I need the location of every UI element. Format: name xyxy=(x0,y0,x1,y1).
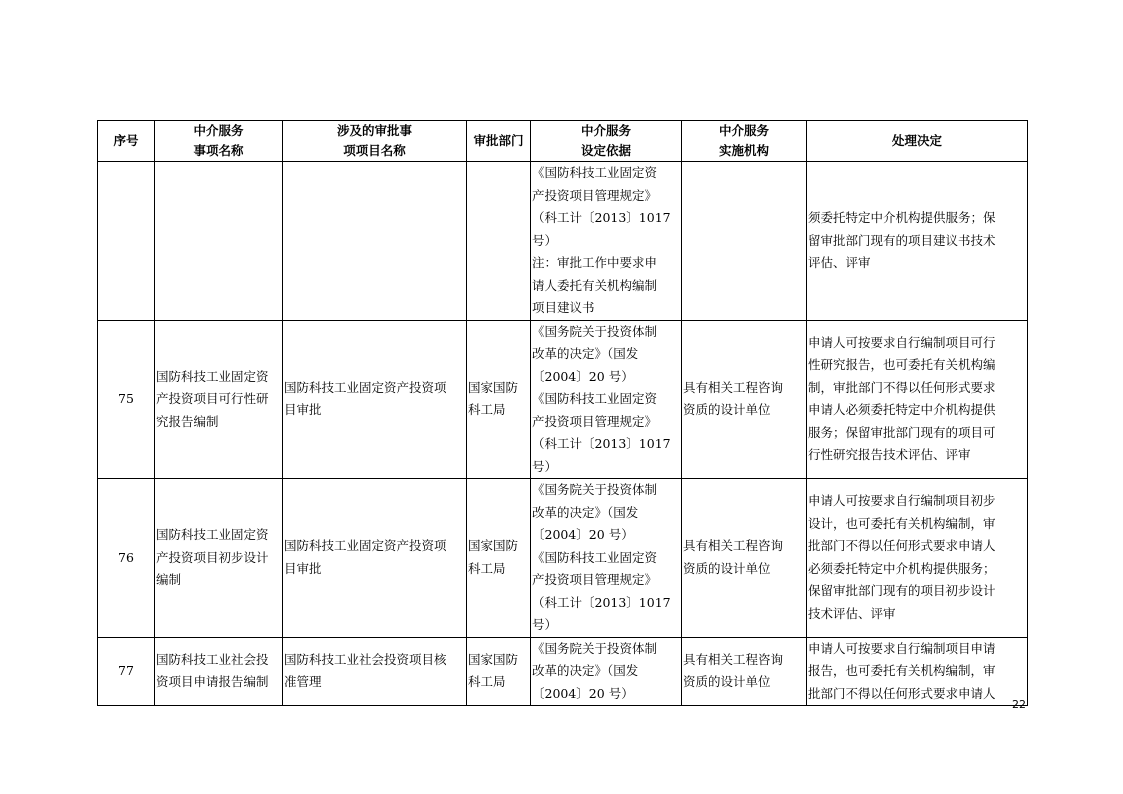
page-number: 22 xyxy=(1012,698,1026,711)
cell-department: 国家国防 科工局 xyxy=(467,320,531,479)
header-basis: 中介服务 设定依据 xyxy=(531,121,682,162)
cell-seq: 75 xyxy=(98,320,155,479)
cell-basis: 《国务院关于投资体制 改革的决定》（国发 〔2004〕20 号） 《国防科技工业固定资 产投资项目管理规定》 （科工计〔2013〕1017 号） xyxy=(531,320,682,479)
cell-decision: 申请人可按要求自行编制项目申请 报告，也可委托有关机构编制，审 批部门不得以任何形式要求申请人 xyxy=(807,637,1028,706)
cell-department: 国家国防 科工局 xyxy=(467,479,531,638)
cell-service-name: 国防科技工业固定资 产投资项目初步设计 编制 xyxy=(155,479,283,638)
header-seq: 序号 xyxy=(98,121,155,162)
cell-agency: 具有相关工程咨询 资质的设计单位 xyxy=(682,320,807,479)
cell-basis: 《国务院关于投资体制 改革的决定》（国发 〔2004〕20 号） 《国防科技工业固定资 产投资项目管理规定》 （科工计〔2013〕1017 号） xyxy=(531,479,682,638)
cell-service-name: 国防科技工业固定资 产投资项目可行性研 究报告编制 xyxy=(155,320,283,479)
cell-basis: 《国防科技工业固定资 产投资项目管理规定》 （科工计〔2013〕1017 号） 注：审批工作中要求申 请人委托有关机构编制 项目建议书 xyxy=(531,162,682,321)
cell-decision: 申请人可按要求自行编制项目初步 设计，也可委托有关机构编制，审 批部门不得以任何形式要求申请人 必须委托特定中介机构提供服务； 保留审批部门现有的项目初步设计 技术评估、评审 xyxy=(807,479,1028,638)
header-decision: 处理决定 xyxy=(807,121,1028,162)
cell-approval-item: 国防科技工业社会投资项目核 准管理 xyxy=(283,637,467,706)
cell-department: 国家国防 科工局 xyxy=(467,637,531,706)
header-service-name: 中介服务 事项名称 xyxy=(155,121,283,162)
table-row xyxy=(98,320,1028,479)
header-approval-item: 涉及的审批事 项项目名称 xyxy=(283,121,467,162)
cell-seq: 77 xyxy=(98,637,155,706)
approval-services-table xyxy=(97,120,1028,706)
header-department: 审批部门 xyxy=(467,121,531,162)
cell-agency: 具有相关工程咨询 资质的设计单位 xyxy=(682,479,807,638)
cell-department xyxy=(467,162,531,321)
table-row xyxy=(98,479,1028,638)
header-agency: 中介服务 实施机构 xyxy=(682,121,807,162)
cell-decision: 申请人可按要求自行编制项目可行 性研究报告，也可委托有关机构编 制，审批部门不得以任何形式要求 申请人必须委托特定中介机构提供 服务；保留审批部门现有的项目可 行性研究报告技术评估、评审 xyxy=(807,320,1028,479)
cell-approval-item: 国防科技工业固定资产投资项 目审批 xyxy=(283,479,467,638)
table-header-row xyxy=(98,121,1028,162)
cell-approval-item: 国防科技工业固定资产投资项 目审批 xyxy=(283,320,467,479)
table-row xyxy=(98,637,1028,706)
cell-service-name xyxy=(155,162,283,321)
cell-seq xyxy=(98,162,155,321)
cell-agency: 具有相关工程咨询 资质的设计单位 xyxy=(682,637,807,706)
cell-decision: 须委托特定中介机构提供服务；保 留审批部门现有的项目建议书技术 评估、评审 xyxy=(807,162,1028,321)
cell-service-name: 国防科技工业社会投 资项目申请报告编制 xyxy=(155,637,283,706)
cell-seq: 76 xyxy=(98,479,155,638)
table-row xyxy=(98,162,1028,321)
cell-basis: 《国务院关于投资体制 改革的决定》（国发 〔2004〕20 号） xyxy=(531,637,682,706)
cell-approval-item xyxy=(283,162,467,321)
cell-agency xyxy=(682,162,807,321)
